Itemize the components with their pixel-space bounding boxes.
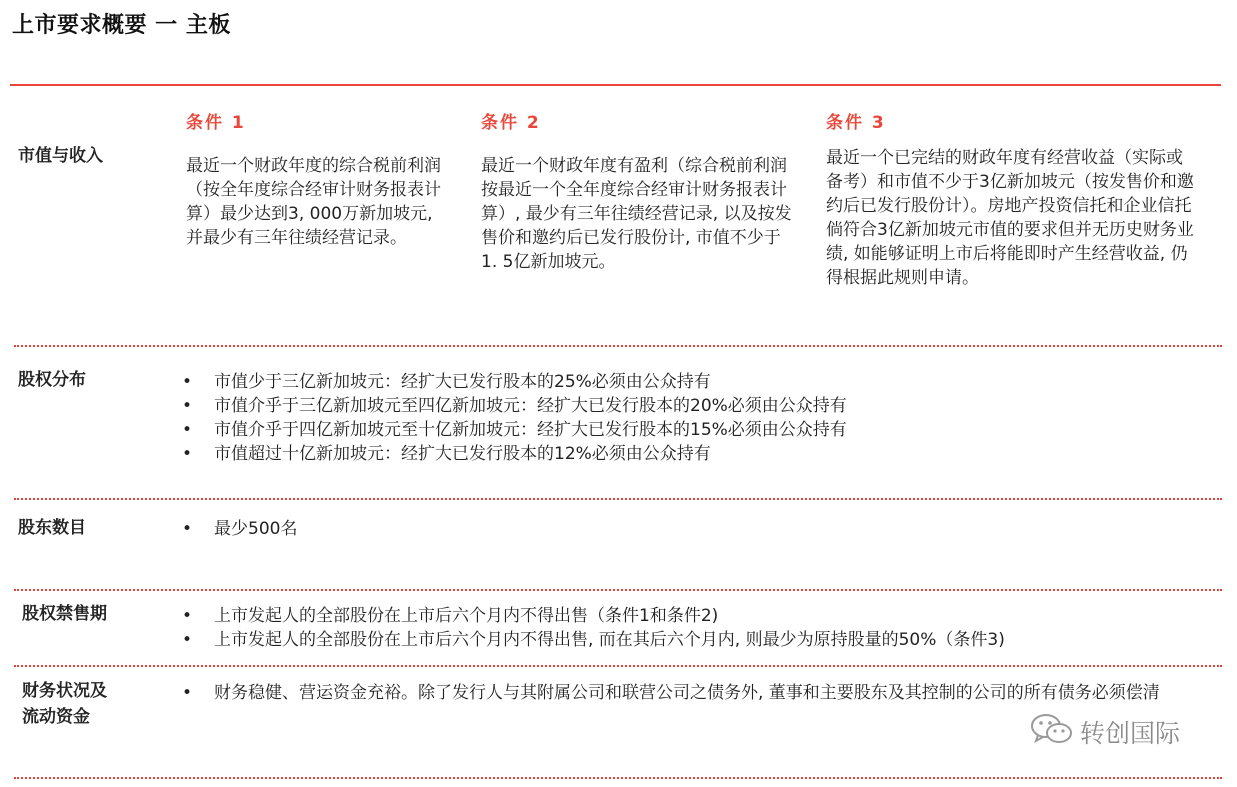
shareholders-list bbox=[180, 517, 297, 541]
bullet-icon: • bbox=[181, 630, 193, 650]
bullet-icon: • bbox=[181, 372, 193, 392]
section-divider bbox=[14, 777, 1222, 779]
section-divider bbox=[14, 345, 1222, 347]
condition-3-text: 最近一个已完结的财政年度有经营收益（实际或备考）和市值不少于3亿新加坡元（按发售价和邀约后已发行股份计）。房地产投资信托和企业信托倘符合3亿新加坡元市值的要求但并无历史财务业绩, 如能够证明上市后将能即时产生经营收益, 仍得根据此规则申请。 bbox=[826, 148, 1194, 288]
condition-1-heading: 条件 1 bbox=[186, 113, 246, 133]
header-rule bbox=[10, 84, 1221, 86]
equity-distribution-list bbox=[180, 370, 847, 466]
wechat-icon bbox=[1030, 712, 1080, 752]
bullet-icon: • bbox=[181, 519, 193, 539]
watermark-text: 转创国际 bbox=[1080, 719, 1181, 748]
list-item: • 上市发起人的全部股份在上市后六个月内不得出售（条件1和条件2) bbox=[181, 606, 719, 626]
finance-list bbox=[180, 681, 1210, 705]
bullet-icon: • bbox=[181, 444, 193, 464]
list-item: • 上市发起人的全部股份在上市后六个月内不得出售, 而在其后六个月内, 则最少为原持股量的50%（条件3) bbox=[181, 630, 1005, 650]
label-finance-line1: 财务状况及 bbox=[22, 681, 107, 701]
lockup-list bbox=[180, 604, 1005, 652]
bullet-icon: • bbox=[181, 683, 193, 703]
label-finance bbox=[22, 678, 107, 730]
list-item: • 市值超过十亿新加坡元：经扩大已发行股本的12%必须由公众持有 bbox=[181, 444, 711, 464]
condition-1-text: 最近一个财政年度的综合税前利润（按全年度综合经审计财务报表计算）最少达到3, 000万新加坡元, 并最少有三年往绩经营记录。 bbox=[186, 156, 441, 248]
label-finance-line2: 流动资金 bbox=[22, 707, 90, 727]
label-shareholders: 股东数目 bbox=[18, 518, 86, 538]
list-item: • 市值介乎于三亿新加坡元至四亿新加坡元：经扩大已发行股本的20%必须由公众持有 bbox=[181, 396, 847, 416]
section-divider bbox=[14, 665, 1222, 667]
bullet-icon: • bbox=[181, 420, 193, 440]
section-divider bbox=[14, 589, 1222, 591]
label-market-cap-revenue: 市值与收入 bbox=[18, 146, 103, 166]
condition-2-heading: 条件 2 bbox=[481, 113, 541, 133]
condition-3-heading: 条件 3 bbox=[826, 113, 886, 133]
bullet-icon: • bbox=[181, 606, 193, 626]
bullet-icon: • bbox=[181, 396, 193, 416]
page-title: 上市要求概要 一 主板 bbox=[12, 13, 231, 38]
list-item: • 财务稳健、营运资金充裕。除了发行人与其附属公司和联营公司之债务外, 董事和主要股东及其控制的公司的所有债务必须偿清 bbox=[181, 683, 1160, 703]
condition-2-text: 最近一个财政年度有盈利（综合税前利润按最近一个全年度综合经审计财务报表计算）, 最少有三年往绩经营记录, 以及按发售价和邀约后已发行股份计, 市值不少于1. 5亿新加坡元。 bbox=[481, 156, 792, 272]
list-item: • 市值介乎于四亿新加坡元至十亿新加坡元：经扩大已发行股本的15%必须由公众持有 bbox=[181, 420, 847, 440]
label-equity-distribution: 股权分布 bbox=[18, 370, 86, 390]
list-item: • 市值少于三亿新加坡元：经扩大已发行股本的25%必须由公众持有 bbox=[181, 372, 711, 392]
watermark bbox=[1030, 712, 1180, 752]
section-divider bbox=[14, 498, 1222, 500]
list-item: • 最少500名 bbox=[181, 519, 298, 539]
label-lockup: 股权禁售期 bbox=[22, 604, 107, 624]
